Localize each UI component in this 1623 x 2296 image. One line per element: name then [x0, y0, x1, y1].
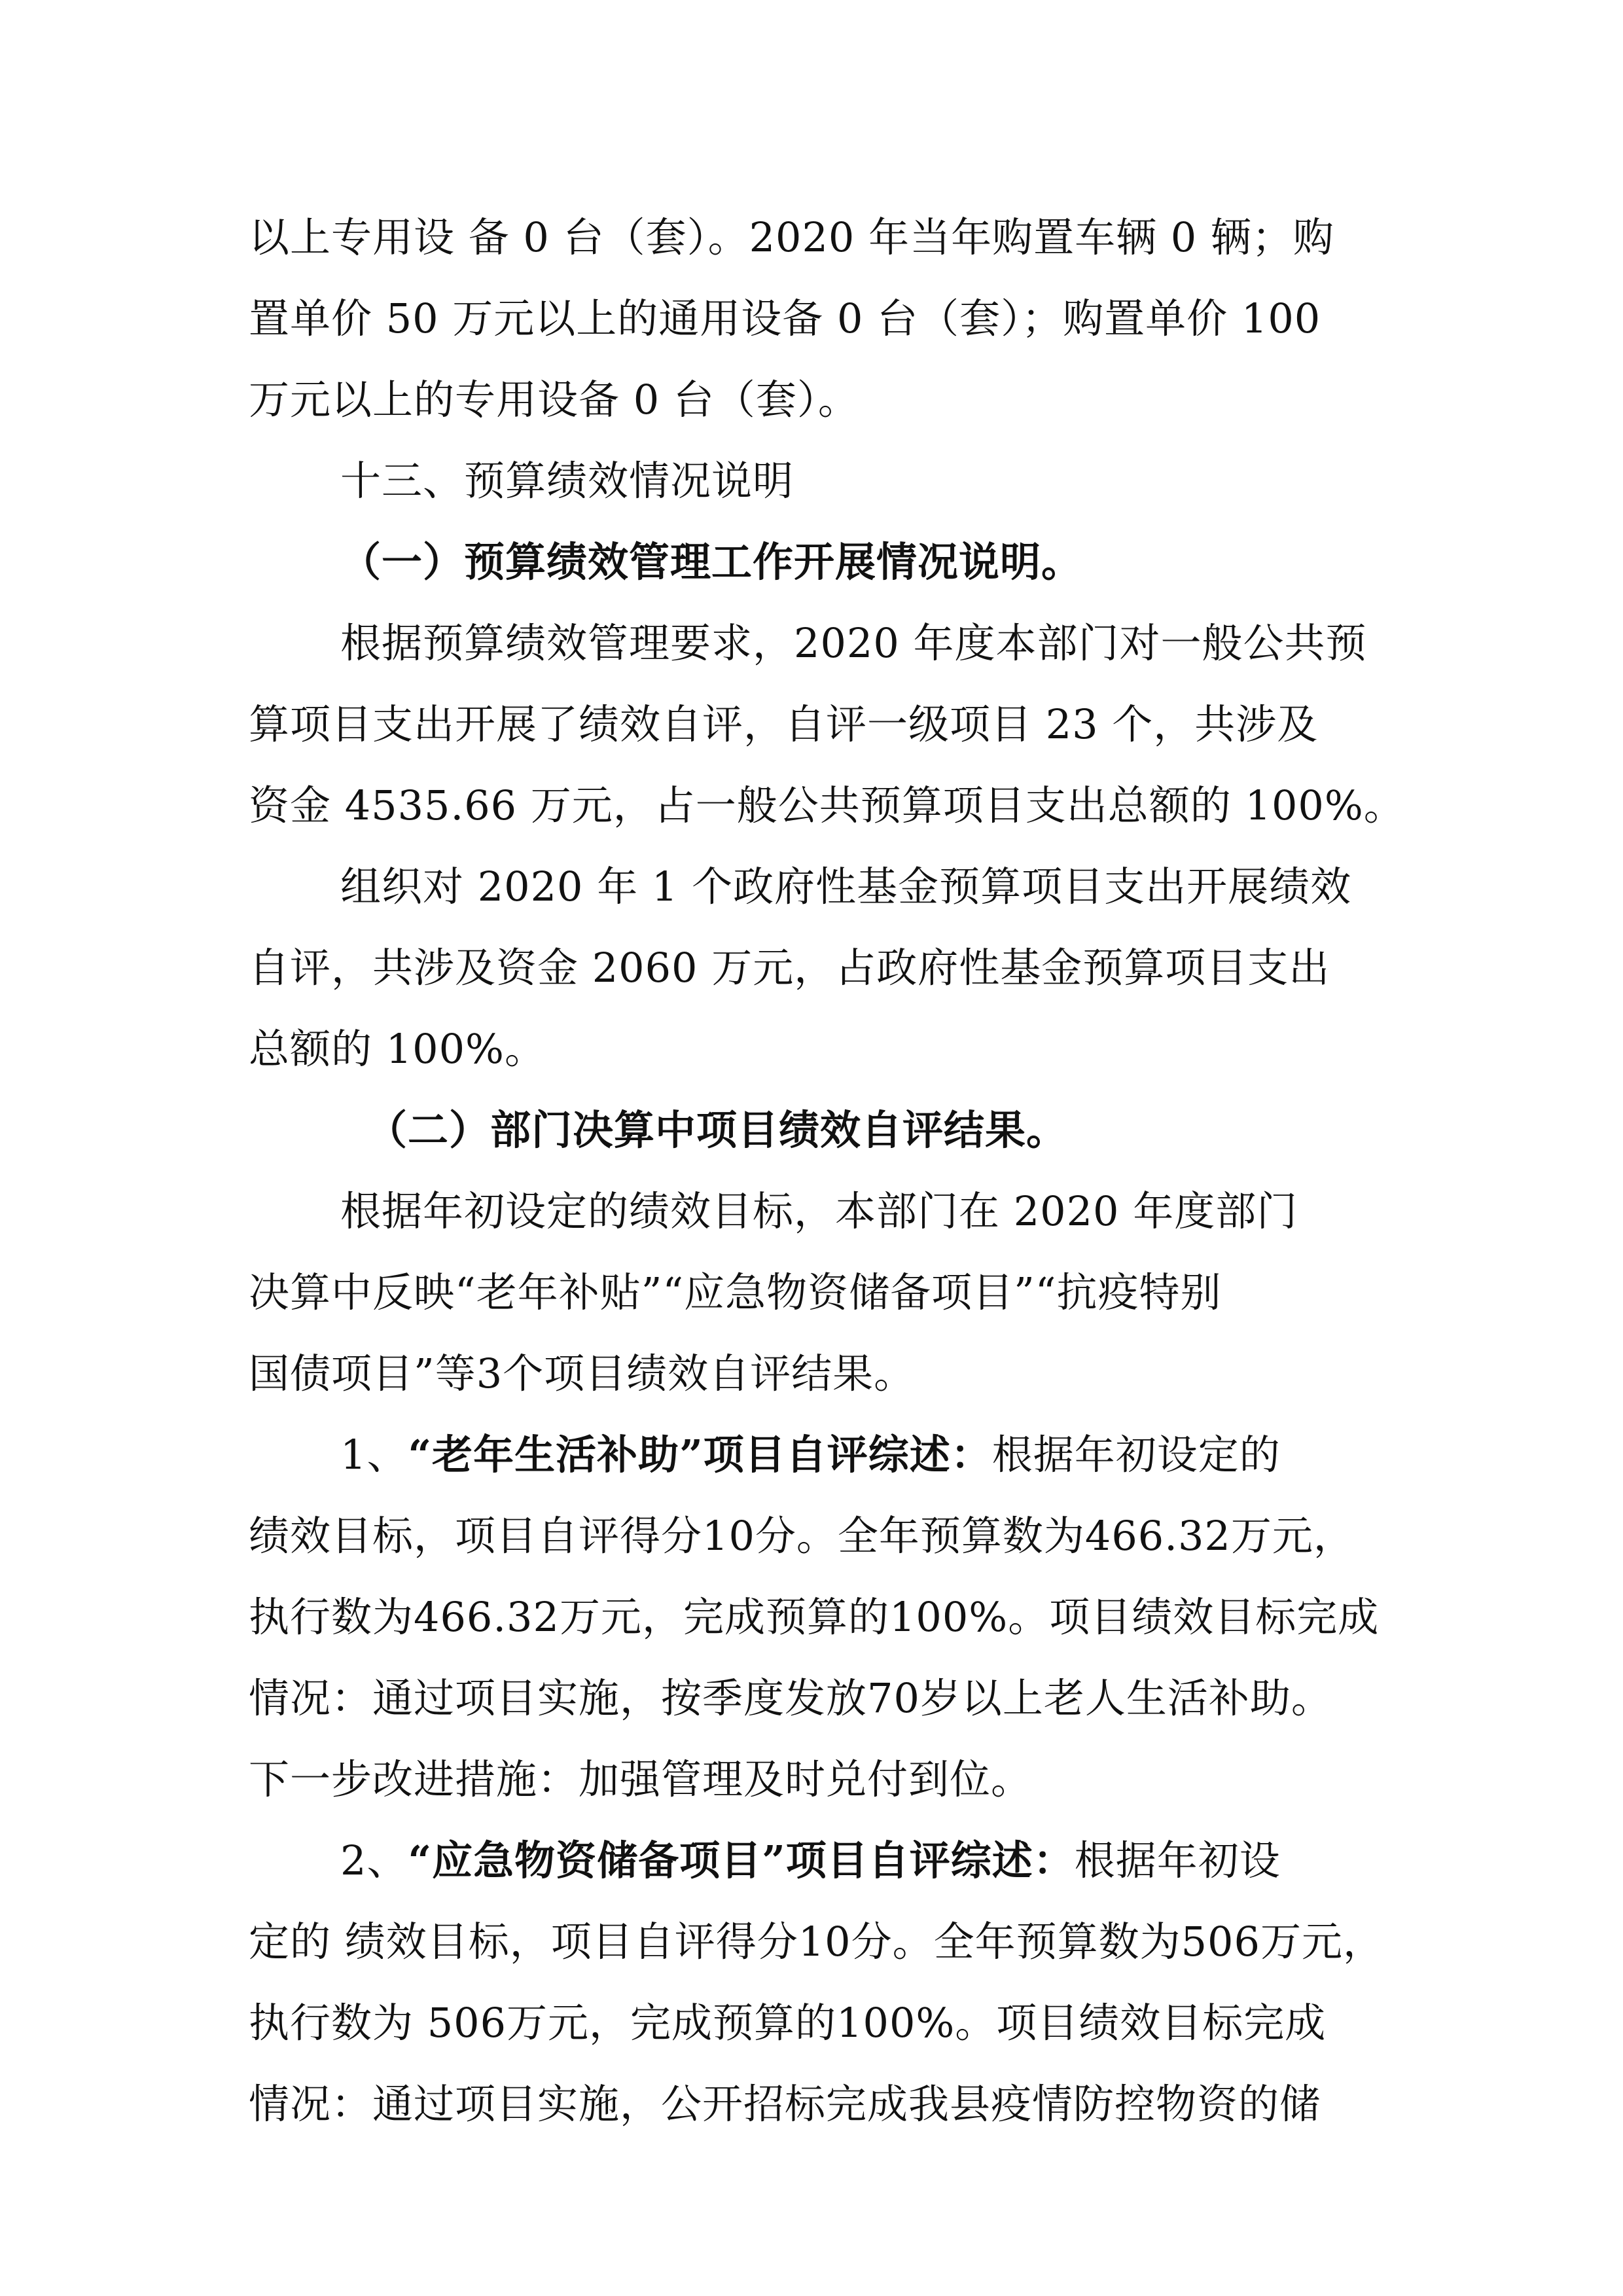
- paragraph-line: 执行数为466.32万元，完成预算的100%。项目绩效目标完成: [249, 1593, 1380, 1641]
- paragraph-line: 情况：通过项目实施，公开招标完成我县疫情防控物资的储: [249, 2080, 1321, 2128]
- item-title: “应急物资储备项目”项目自评综述：: [408, 1837, 1075, 1884]
- list-number: 1、: [340, 1431, 408, 1479]
- paragraph-line: 组织对 2020 年 1 个政府性基金预算项目支出开展绩效: [340, 863, 1352, 910]
- list-item: [340, 1837, 1281, 1884]
- paragraph-line: 根据年初设定的绩效目标，本部门在 2020 年度部门: [340, 1187, 1298, 1235]
- paragraph-line: 执行数为 506万元，完成预算的100%。项目绩效目标完成: [249, 1999, 1327, 2047]
- paragraph-line: 情况：通过项目实施，按季度发放70岁以上老人生活补助。: [249, 1674, 1332, 1722]
- paragraph-line: 自评，共涉及资金 2060 万元，占政府性基金预算项目支出: [249, 944, 1330, 992]
- section-heading: 十三、预算绩效情况说明: [340, 457, 794, 505]
- item-text: 根据年初设定的: [991, 1431, 1281, 1479]
- paragraph-line: 定的 绩效目标，项目自评得分10分。全年预算数为506万元，: [249, 1918, 1384, 1965]
- item-title: “老年生活补助”项目自评综述：: [408, 1431, 992, 1479]
- paragraph-line: 置单价 50 万元以上的通用设备 0 台（套）；购置单价 100: [249, 295, 1321, 342]
- subsection-heading: （一）预算绩效管理工作开展情况说明。: [340, 538, 1083, 586]
- paragraph-line: 根据预算绩效管理要求，2020 年度本部门对一般公共预: [340, 619, 1367, 667]
- paragraph-line: 万元以上的专用设备 0 台（套）。: [249, 376, 859, 423]
- paragraph-line: 总额的 100%。: [249, 1025, 546, 1073]
- paragraph-line: 决算中反映“老年补贴”“应急物资储备项目”“抗疫特别: [249, 1268, 1222, 1316]
- paragraph-line: 下一步改进措施：加强管理及时兑付到位。: [249, 1755, 1033, 1803]
- list-number: 2、: [340, 1837, 408, 1884]
- item-text: 根据年初设: [1074, 1837, 1281, 1884]
- subsection-heading: （二）部门决算中项目绩效自评结果。: [366, 1106, 1068, 1154]
- paragraph-line: 以上专用设 备 0 台（套）。2020 年当年购置车辆 0 辆；购: [249, 213, 1334, 261]
- list-item: [340, 1431, 1281, 1479]
- paragraph-line: 资金 4535.66 万元，占一般公共预算项目支出总额的 100%。: [249, 781, 1405, 829]
- paragraph-line: 国债项目”等3个项目绩效自评结果。: [249, 1350, 916, 1397]
- paragraph-line: 算项目支出开展了绩效自评，自评一级项目 23 个，共涉及: [249, 700, 1319, 748]
- paragraph-line: 绩效目标，项目自评得分10分。全年预算数为466.32万元，: [249, 1512, 1355, 1560]
